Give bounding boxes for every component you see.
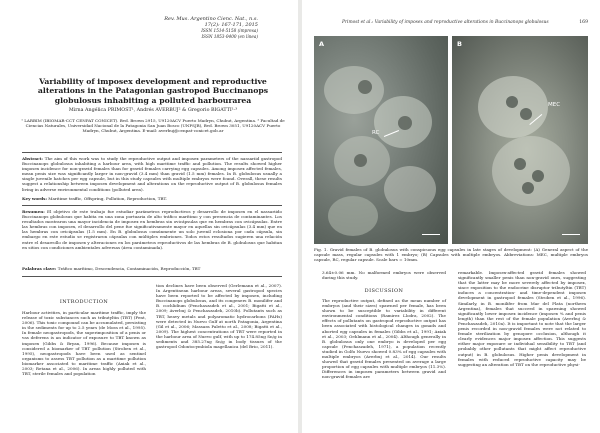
article-title: Variability of imposex development and reproductive alterations in the Patagonian gastropod Buccinanops globulosus inhabiting a polluted harbourarea [37,77,269,105]
introduction-column-1: Harbour activities, in particular maritime traffic, imply the release of toxic substances such as tributyltin (TBT) (Fent, 2006). This toxic compound can be accumulated, persisting in the sediments for up to 2.5 years (de Mora et al., 1995). In female neogastropods, the superimposition of a penis or vas deferens is an indicator of exposure to TBT known as imposex (Gibbs & Bryan, 1996). Because imposex is considered a biomarker of TBT pollution (Stroben et al., 1995), neogastropods have been used as sentinel organisms to assess TBT pollution as a maritime pollution biomarker associated to maritime traffic (Axiak et al., 2003; Retana et al., 2006). In areas highly polluted with TBT, sterile females and population [22,310,146,377]
discussion-column-2: remarkable. Imposex-affected gravid females showed significantly smaller penis than non-gravid ones, suggesting that the latter may be more severely affected by imposex, since exposition to the endocrine disruptor tributyltin (TBT) induces a concentration- and time-dependent imposex development in gastropod females (Stroben et al., 1996). Similarly, in B. monilifer from Mar del Plata (northern Argentina), females that succeed in spawning showed significantly lower imposex incidence (imposex % and penis length) than the rest of the female population (Averbuj & Penchaszadeh, 2010a). It is important to note that the larger penis recorded in non-gravid females were not related to female sterilization by genopore occlusion, although it clearly evidences major imposex affection. This suggests either major exposure or individual sensibility to TBT (and probably other pollutants that might affect reproductive output) in B. globulosus. Higher penis development in females with reduced reproductive capacity may be suggesting an alteration of TBT on the reproductive physi- [458,270,586,367]
panel-a-label: A [319,40,325,48]
results-continued: 3.64±0.06 mm. No malformed embryos were observed during this study. [322,270,446,281]
embryo [520,108,532,120]
abstract-text: The aim of this work was to study the reproductive output and imposex parameters of the nassariid gastropod Buccinanops globulosus inhabiting a harbour area, with high maritime traffic and pollution. The results showed higher imposex incidence for non-gravid females than for gravid females carrying egg capsules. Among imposex affected females, mean penis size was significantly larger in non-gravid (3.4 mm) than gravid (1.5 mm) females. In B. globulosus usually a single juvenile hatches per egg capsule, but in this study capsules with multiple embryos were found. Overall, these results suggest a relationship between imposex development and alterations on the reproductive output of B. globulosus females living in adverse environmental conditions (polluted area). [22,156,282,192]
embryo [532,170,544,182]
keywords-label: Key words: [22,196,47,201]
journal-name: Rev. Mus. Argentino Cienc. Nat., n.s. [164,16,258,22]
author-list: Mirna Angélica PRIMOST¹, Andrés AVERBUJ² & Gregorio BIGATTI¹·³ [68,108,238,113]
scale-bar [562,234,580,235]
egg-capsule [492,136,570,206]
issn-print: ISSN 1514-5158 (impresa) [201,28,258,34]
egg-capsule [384,166,436,212]
egg-capsule [324,66,384,114]
palabras-text: Tráfico marítimo, Descendencia, Contaminación, Reproducción, TBT [57,266,201,271]
figure-panel-b [452,36,588,244]
introduction-column-2: tion declines have been observed (Gerlemann et al., 2007). In Argentinean harbour areas, several gastropod species have been reported to be affected by imposex, including Buccinanops globulosus, and its congeners B. monilifer and B. cochlidium (Penchaszadeh et al., 2001; Bigatti et al., 2009; Averbuj & Penchaszadeh, 2010b). Pollutants such as TBT, heavy metals and polyaromatic hydrocarbons (PAHs) were detected in Nuevo Gulf at north Patagonia, Argentina (Gil et al., 2006; Massara Paletto et al., 2008; Bigatti et al., 2009). The highest concentrations of TBT were reported in the harbour area of Nuevo gulf, with up to 174.85ng Sn/g in sediments and 385.27ng Sn/g in body tissues of the gastropod Odontocymbiola magellanica (del Brio, 2011). [156,283,282,350]
journal-volume: 17(2): 167-171, 2015 [204,22,258,29]
rc-label: RC [372,130,380,136]
embryo [522,182,534,194]
abstract-label: Abstract: [22,156,43,161]
running-head: Primost et al.: Variability of imposex and reproductive alterations in Buccinanops globulosus [342,20,549,25]
divider-bottom [22,276,282,277]
palabras-clave [22,266,282,271]
keywords [22,196,282,201]
resumen-label: Resumen: [22,209,45,214]
embryo [506,96,518,108]
figure-panel-a [314,36,448,244]
palabras-label: Palabras clave: [22,266,57,271]
discussion-column-1: The reproductive output, defined as the mean number of embryos (and their sizes) spawned per female, has been shown to be susceptible to variability in different environmental conditions (Ramirez Llodra, 2002). The effects of pollutants on gastropod reproductive output has been associated with histological changes in gonads and aborted egg capsules in females (Gibbs et al., 1991; Axiak et al., 2003; Oehlmann et al., 2004). Although generally in B. globulosus only one embryo is developed per egg capsule (Penchaszadeh, 1971), a population recently studied in Golfo Nuevo showed 0.83% of egg capsules with multiple embryos (Averbuj et al., 2014). Our results showed that gravid females presented on average a large proportion of egg capsules with multiple embryos (11.3%). Differences in imposex parameters between gravid and non-gravid females are [322,298,446,380]
author-affiliation: ¹ LARBIM (IBIOMAR-CCT CENPAT CONICET). Bvd. Brown 2915, U9120ACV Puerto Madryn, Chubut, Argentina. ² Facultad de Ciencias Naturales, Universidad Nacional de la Patagonia San Juan Bosco (UNPSJB), Bvd. Brown 3051, U9120ACV Puerto Madryn, Chubut, Argentina. E-mail: averbuj@cenpat-conicet.gob.ar [21,118,285,134]
scale-bar [422,234,440,235]
divider-top [22,152,282,153]
keywords-text: Maritime traffic, Offspring, Pollution, Reproduction, TBT. [48,196,167,201]
introduction-heading: INTRODUCTION [59,299,109,305]
divider-mid [22,205,282,206]
journal-header [164,16,258,39]
embryo [354,154,367,167]
panel-b-label: B [457,40,462,48]
embryo [398,116,412,130]
embryo [514,158,526,170]
resumen-text: El objetivo de este trabajo fue estudiar parámetros reproductivos y desarrollo de imposex en el nassariido Buccinanops globulosus que habita en una zona portuaria de alto tráfico marítimo y con presencia de contaminantes. Los resultados mostraron una mayor incidencia de imposex en hembras sin ovicápsulas que en hembras con ovicápsulas. Entre las hembras con imposex, el desarrollo del pene fue significativamente mayor en aquellas sin ovicápsulas (3.4 mm) que en las hembras con ovicápsulas (1.5 mm). En B. globulosus comúnmente un solo juvenil eclosiona por cada cápsula, sin embargo en este estudio se registraron cápsulas con múltiples embriones. Todos estos resultados sugieren una relación entre el desarrollo de imposex y alteraciones en los parámetros reproductivos de las hembras de B. globulosus que habitan en sitios con condiciones ambientales adversas (área contaminada). [22,209,282,250]
abstract [22,156,282,192]
egg-capsule [328,196,378,236]
embryo [358,80,372,94]
page-number: 169 [579,20,588,25]
resumen [22,209,282,250]
figure-caption: Fig. 1. Gravid females of B. globulosus with conspicuous egg capsules in late stages of development: (A) General aspect of the capsule mass, regular capsules with 1 embryo; (B) Capsules with multiple embryos. Abbreviations: MEC, multiple embryos capsule, RC, regular capsule. Scale bars = 10mm. [314,247,588,263]
right-page [302,0,600,433]
issn-online: ISSN 1853-0400 (en línea) [201,33,258,39]
discussion-heading: DISCUSSION [364,288,404,294]
mec-label: MEC [548,102,561,108]
left-page [0,0,298,433]
